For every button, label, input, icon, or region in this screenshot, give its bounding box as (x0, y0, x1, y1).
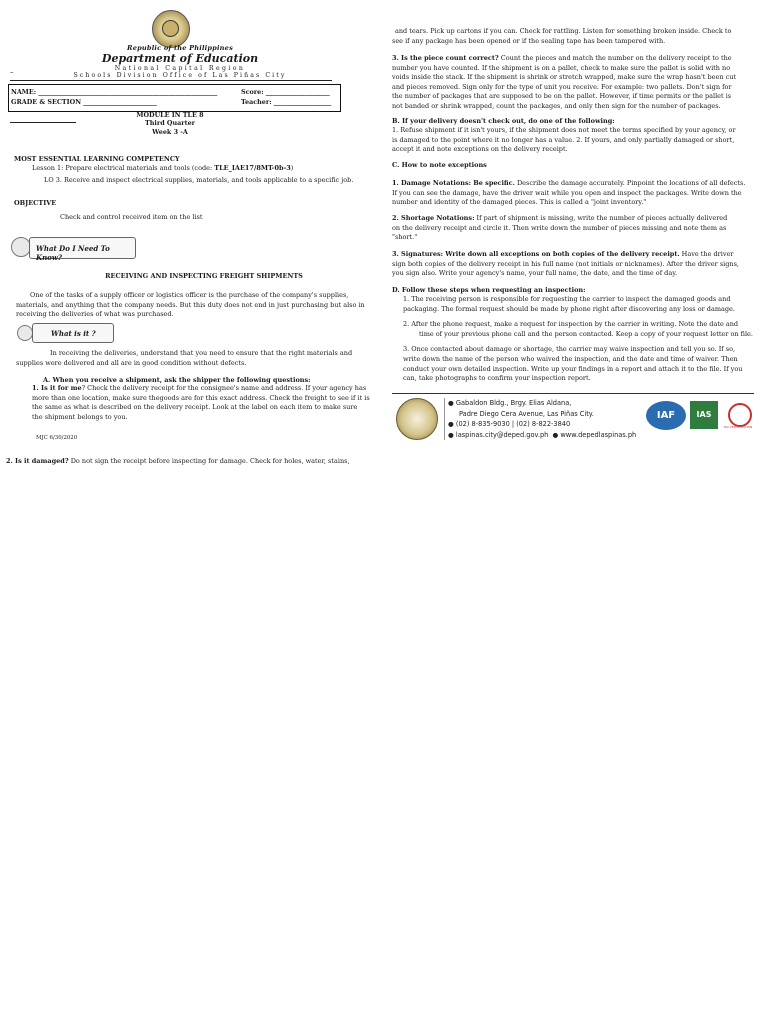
contact-block (448, 398, 636, 440)
section-b-line: accept it and note exceptions on the delivery receipt. (392, 145, 568, 154)
division-heading: Schools Division Office of Las Piñas City (73, 72, 287, 79)
email-web-line (448, 430, 636, 441)
module-line-3: Week 3 -A (152, 127, 188, 136)
ias-logo: IAS (690, 401, 718, 429)
student-info-box (8, 84, 341, 112)
section-d-line: can, take photographs to confirm your inspection report. (403, 374, 591, 383)
left-underline (10, 122, 76, 123)
name-field[interactable]: NAME: ________________________________________________________ (11, 88, 218, 96)
shortage-notations-label: 2. Shortage Notations: (392, 214, 475, 222)
receiving-line: supplies were delivered and all are in good condition without defects. (16, 358, 247, 367)
question-1-line: the same as what is described on the delivery receipt. Look at the label on each item to make sure (32, 403, 358, 412)
question-1-label: 1. Is it for me (32, 384, 82, 392)
damage-line: number and identity of the damaged pieces. This is called a "joint inventory." (392, 198, 647, 207)
melc-code-close: ) (290, 164, 294, 172)
objective-text: Check and control received item on the list (60, 213, 203, 221)
footer-code: MJC 6/30/2020 (36, 435, 78, 441)
what-is-it-label: What is it ? (51, 329, 96, 338)
question-2-text: Do not sign the receipt before inspecting for damage. Check for holes, water, stains, (68, 457, 350, 465)
phone-icon: ● (448, 420, 454, 429)
question-2 (6, 457, 350, 467)
deped-seal-logo (152, 10, 190, 48)
question-2-label: 2. Is it damaged? (6, 457, 69, 465)
melc-code: TLE_IAE17/8MT-0b-3 (214, 164, 291, 172)
intro-line: materials, and anything that the company needs. But this duty does not end in just purchasing but also in (16, 300, 365, 309)
iso-certification-logo (728, 403, 752, 427)
grade-section-field[interactable]: GRADE & SECTION _______________________ (11, 98, 157, 106)
section-d-line: 2. After the phone request, make a request for inspection by the carrier in writing. Note the date and (403, 320, 739, 329)
continuation-line: see if any package has been opened or if the sealing tape has been tampered with. (392, 36, 666, 45)
web-icon: ● (552, 430, 559, 439)
section-d-line: packaging. The formal request should be made by phone right after discovering any loss or damage. (403, 304, 735, 313)
shortage-line: "short." (392, 233, 418, 242)
section-d-line: 1. The receiving person is responsible for requesting the carrier to inspect the damaged goods and (403, 295, 731, 303)
header-dash: – (10, 68, 14, 76)
score-field[interactable]: Score: ____________________ (241, 88, 330, 96)
lightbulb-icon (17, 325, 33, 341)
website-link[interactable]: www.depedlaspinas.ph (560, 430, 637, 439)
section-d-title: D. Follow these steps when requesting an inspection: (392, 286, 586, 294)
region-heading: National Capital Region (114, 65, 246, 72)
intro-line: receiving the deliveries of what was purchased. (16, 310, 174, 319)
sdo-las-pinas-seal (396, 398, 438, 440)
department-heading: Department of Education (101, 52, 259, 65)
question-3-line: and pieces removed. Sign only for the type of unit you receive. For example: two pallets. Don't sign for (392, 82, 732, 91)
melc-lesson-text: Lesson 1: Prepare electrical materials and tools (code: (32, 164, 215, 172)
iso-certification-caption: ISO CERTIFICATION (723, 425, 753, 429)
section-b-line: 1. Refuse shipment if it isn't yours, if the shipment does not meet the terms specified by your agency, or (392, 126, 736, 134)
melc-lesson (32, 164, 293, 174)
section-b-body (392, 126, 762, 155)
question-3-label: 3. Is the piece count correct? (392, 54, 499, 62)
phone-line: ● (02) 8-835-9030 | (02) 8-822-3840 (448, 420, 571, 429)
module-line-2: Third Quarter (145, 119, 195, 128)
republic-heading: Republic of the Philippines (127, 44, 233, 52)
location-icon: ● (448, 399, 454, 407)
footer-vertical-rule (444, 398, 445, 440)
question-3 (392, 54, 762, 112)
objective-title: OBJECTIVE (14, 199, 57, 207)
question-1-line: 1. Is it for me? Check the delivery receipt for the consignee's name and address. If your agency has (32, 384, 367, 392)
receiving-paragraph (16, 349, 376, 368)
shortage-line: 2. Shortage Notations: If part of shipment is missing, write the number of pieces actually delivered (392, 214, 728, 222)
section-title: RECEIVING AND INSPECTING FREIGHT SHIPMENTS (105, 272, 303, 280)
learner-icon (11, 237, 31, 257)
melc-title: MOST ESSENTIAL LEARNING COMPETENCY (14, 155, 180, 163)
continuation-line: and tears. Pick up cartons if you can. Check for rattling. Listen for something broken inside. Check to (395, 27, 732, 35)
signatures (392, 250, 762, 279)
section-d-line: 3. Once contacted about damage or shortage, the carrier may waive inspection and tell you so. If so, (403, 345, 736, 354)
shortage-notations (392, 214, 762, 243)
damage-notations (392, 179, 762, 208)
damage-continuation (392, 27, 762, 46)
address-line: Padre Diego Cera Avenue, Las Piñas City. (459, 409, 594, 418)
section-d-line: time of your previous phone call and the person contacted. Keep a copy of your request letter on file. (419, 329, 753, 338)
question-1-line: more than one location, make sure thegoods are for this exact address. Check the freight to see if it is (32, 393, 370, 402)
section-d-line: write down the name of the person who waived the inspection, and the date and time of waiver. Then (403, 354, 738, 363)
damage-line: 1. Damage Notations: Be specific. Describe the damage accurately. Pinpoint the locations of all defects. (392, 179, 746, 187)
section-b-line: is damaged to the point where it no longer has a value. 2. If yours, and only partially damaged or short, (392, 135, 735, 144)
question-1 (32, 384, 372, 422)
receiving-line: In receiving the deliveries, understand that you need to ensure that the right materials and (50, 349, 353, 357)
header-divider (10, 80, 332, 81)
iaf-logo: IAF (646, 401, 686, 430)
intro-line: One of the tasks of a supply officer or logistics officer is the purchase of the company's supplies, (30, 291, 349, 299)
address-line: ● Gabaldon Bldg., Brgy. Elias Aldana, (448, 399, 572, 407)
part-a-title: A. When you receive a shipment, ask the shipper the following questions: (43, 376, 311, 384)
question-3-line: number you have counted. If the shipment is on a pallet, check to make sure the pallet is solid with no (392, 63, 731, 72)
email-link[interactable]: laspinas.city@deped.gov.ph (455, 430, 549, 439)
intro-paragraph (16, 291, 376, 320)
melc-lo: LO 3. Receive and inspect electrical supplies, materials, and tools applicable to a specific job. (44, 176, 354, 184)
question-3-line: 3. Is the piece count correct? Count the pieces and match the number on the delivery receipt to the (392, 54, 732, 62)
what-do-i-need-banner (29, 237, 136, 262)
footer-divider (392, 393, 754, 394)
signatures-line: you sign also. Write your agency's name, your full name, the date, and the time of day. (392, 269, 678, 278)
question-3-line: voids inside the stack. If the shipment is shrink or stretch wrapped, make sure the wrap hasn't been cut (392, 73, 737, 82)
question-3-line: not banded or shrink wrapped, count the packages, and only then sign for the number of packages. (392, 101, 721, 110)
signatures-line: 3. Signatures: Write down all exceptions on both copies of the delivery receipt. Have the driver (392, 250, 734, 258)
email-icon: ● (448, 430, 454, 439)
module-line-1: MODULE IN TLE 8 (136, 111, 204, 119)
section-d-body (403, 295, 763, 384)
question-1-line: the shipment belongs to you. (32, 412, 128, 421)
what-is-it-banner (32, 323, 114, 343)
signatures-line: sign both copies of the delivery receipt in his full name (not initials or nicknames). After the driver signs, (392, 259, 739, 268)
section-c-title: C. How to note exceptions (392, 161, 487, 169)
section-d-line: conduct your own detailed inspection. Write up your findings in a report and attach it to the file. If you (403, 364, 743, 373)
damage-notations-label: 1. Damage Notations: Be specific. (392, 179, 515, 187)
damage-line: If you can see the damage, have the driver wait while you open and inspect the packages. Write down the (392, 188, 742, 197)
shortage-line: on the delivery receipt and circle it. Then write down the number of pieces missing and note them as (392, 223, 727, 232)
what-do-i-need-label: What Do I Need To Know? (36, 244, 110, 262)
question-3-line: the number of packages that are supposed to be on the pallet. However, if time permits or the pallet is (392, 92, 732, 101)
section-b-title: B. If your delivery doesn't check out, do one of the following: (392, 117, 615, 125)
signatures-label: 3. Signatures: Write down all exceptions on both copies of the delivery receipt. (392, 250, 680, 258)
module-title (120, 111, 220, 136)
teacher-field[interactable]: Teacher: __________________ (241, 98, 332, 106)
